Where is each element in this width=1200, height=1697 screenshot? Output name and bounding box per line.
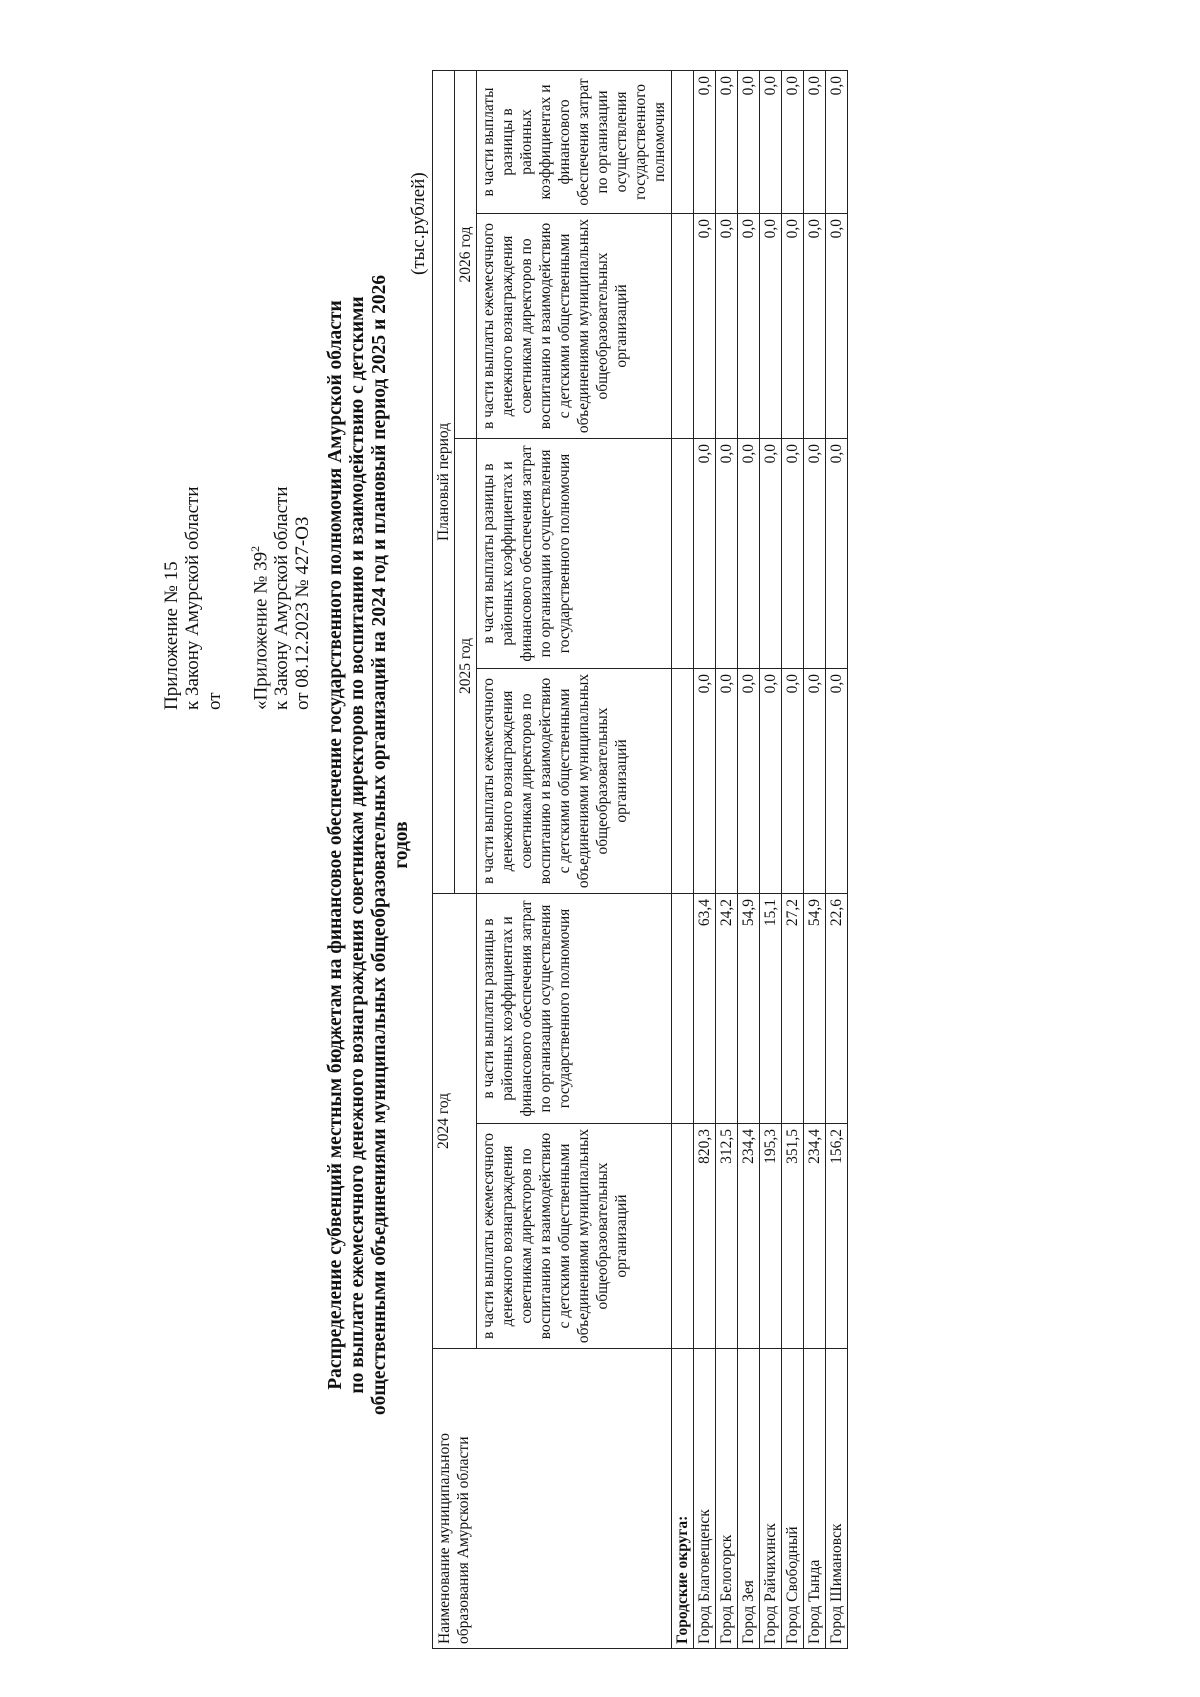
value-2026-payment: 0,0: [694, 213, 716, 438]
value-2024-payment: 156,2: [826, 1124, 848, 1349]
row-name: Город Райчихинск: [760, 1349, 782, 1649]
value-2026-payment: 0,0: [738, 213, 760, 438]
value-2025-payment: 0,0: [694, 668, 716, 893]
empty-cell: [672, 668, 694, 893]
value-2026-difference: 0,0: [716, 70, 738, 213]
header-2024-difference: в части выплаты разницы в районных коэффициентах и финансового обеспечения затрат по организации осуществления государственного полномочия: [477, 893, 672, 1123]
table-row: [826, 70, 848, 1648]
empty-cell: [672, 213, 694, 438]
value-2024-payment: 820,3: [694, 1124, 716, 1349]
value-2026-payment: 0,0: [716, 213, 738, 438]
document-title: [325, 125, 413, 1565]
table-row: [760, 70, 782, 1648]
row-name: Город Свободный: [782, 1349, 804, 1649]
value-2024-payment: 351,5: [782, 1124, 804, 1349]
value-2026-difference: 0,0: [694, 70, 716, 213]
appendix-number: Приложение № 15: [161, 561, 182, 710]
value-2025-difference: 0,0: [694, 438, 716, 668]
header-2024: 2024 год: [433, 893, 477, 1348]
value-2025-difference: 0,0: [738, 438, 760, 668]
value-2025-difference: 0,0: [804, 438, 826, 668]
title-line-2: по выплате ежемесячного денежного вознаграждения советникам директоров по воспитанию и взаимодействию с детскими: [347, 296, 368, 1394]
value-2024-difference: 24,2: [716, 893, 738, 1123]
value-2025-difference: 0,0: [782, 438, 804, 668]
value-2026-payment: 0,0: [782, 213, 804, 438]
empty-cell: [672, 893, 694, 1123]
header-2024-payment: в части выплаты ежемесячного денежного вознаграждения советникам директоров по воспитанию и взаимодействию с детскими общественными объединениями муниципальных общеобразовательных организаций: [477, 1124, 672, 1349]
title-line-3: общественными объединениями муниципальных общеобразовательных организаций на 2024 год и плановый период 2025 и 2026: [369, 274, 390, 1416]
table-row: [716, 70, 738, 1648]
rotated-sheet: [75, 65, 1075, 1655]
value-2024-payment: 234,4: [804, 1124, 826, 1349]
header-2026: 2026 год: [455, 70, 477, 438]
row-name: Город Зея: [738, 1349, 760, 1649]
value-2024-difference: 27,2: [782, 893, 804, 1123]
value-2026-difference: 0,0: [760, 70, 782, 213]
header-row-1: [433, 70, 455, 1648]
row-name: Город Тында: [804, 1349, 826, 1649]
prev-appendix-text: «Приложение № 39: [250, 551, 272, 710]
title-line-4: годов: [391, 821, 412, 869]
value-2026-payment: 0,0: [804, 213, 826, 438]
value-2025-payment: 0,0: [782, 668, 804, 893]
row-name: Город Шимановск: [826, 1349, 848, 1649]
prev-appendix-law: к Закону Амурской области: [271, 486, 293, 710]
value-2024-payment: 312,5: [716, 1124, 738, 1349]
value-2024-difference: 54,9: [738, 893, 760, 1123]
table-row: [738, 70, 760, 1648]
header-planned-period: Плановый период: [433, 70, 455, 893]
empty-cell: [672, 1124, 694, 1349]
header-municipality: Наименование муниципального образования Амурской области: [433, 1349, 672, 1649]
row-name: Город Благовещенск: [694, 1349, 716, 1649]
value-2026-difference: 0,0: [738, 70, 760, 213]
value-2026-difference: 0,0: [826, 70, 848, 213]
header-2025: 2025 год: [455, 438, 477, 893]
appendix-date-line: [203, 150, 225, 710]
value-2026-payment: 0,0: [826, 213, 848, 438]
value-2025-difference: 0,0: [716, 438, 738, 668]
table-row: [694, 70, 716, 1648]
units-label: (тыс.рублей): [408, 172, 429, 275]
value-2025-payment: 0,0: [716, 668, 738, 893]
value-2026-difference: 0,0: [804, 70, 826, 213]
prev-appendix-sup: 2: [248, 545, 262, 552]
value-2024-payment: 234,4: [738, 1124, 760, 1349]
value-2024-difference: 22,6: [826, 893, 848, 1123]
group-row-city-districts: [672, 70, 694, 1648]
value-2025-payment: 0,0: [826, 668, 848, 893]
empty-cell: [672, 438, 694, 668]
appendix-date-prefix: от: [204, 692, 225, 710]
value-2026-difference: 0,0: [782, 70, 804, 213]
empty-cell: [672, 70, 694, 213]
value-2025-payment: 0,0: [760, 668, 782, 893]
value-2025-difference: 0,0: [826, 438, 848, 668]
value-2025-difference: 0,0: [760, 438, 782, 668]
header-2026-payment: в части выплаты ежемесячного денежного вознаграждения советникам директоров по воспитанию и взаимодействию с детскими общественными объединениями муниципальных общеобразовательных организаций: [477, 213, 672, 438]
prev-appendix-date: от 08.12.2023 № 427-ОЗ: [292, 516, 314, 710]
value-2024-difference: 54,9: [804, 893, 826, 1123]
subvention-table: [432, 70, 848, 1649]
header-2025-payment: в части выплаты ежемесячного денежного вознаграждения советникам директоров по воспитанию и взаимодействию с детскими общественными объединениями муниципальных общеобразовательных организаций: [477, 668, 672, 893]
title-line-1: Распределение субвенций местным бюджетам на финансовое обеспечение государственного полномочия Амурской области: [325, 300, 346, 1390]
table-row: [804, 70, 826, 1648]
prev-appendix-number: [245, 150, 271, 710]
value-2025-payment: 0,0: [738, 668, 760, 893]
value-2024-difference: 15,1: [760, 893, 782, 1123]
header-2025-difference: в части выплаты разницы в районных коэффициентах и финансового обеспечения затрат по организации осуществления государственного полномочия: [477, 438, 672, 668]
value-2024-payment: 195,3: [760, 1124, 782, 1349]
appendix-gap: [225, 150, 245, 710]
value-2025-payment: 0,0: [804, 668, 826, 893]
appendix-block: [161, 150, 313, 710]
table-row: [782, 70, 804, 1648]
row-name: Город Белогорск: [716, 1349, 738, 1649]
header-2026-difference: в части выплаты разницы в районных коэффициентах и финансового обеспечения затрат по организации осуществления государственного полномочия: [477, 70, 672, 213]
value-2024-difference: 63,4: [694, 893, 716, 1123]
appendix-law: к Закону Амурской области: [182, 486, 203, 710]
value-2026-payment: 0,0: [760, 213, 782, 438]
group-label: Городские округа:: [672, 1349, 694, 1649]
